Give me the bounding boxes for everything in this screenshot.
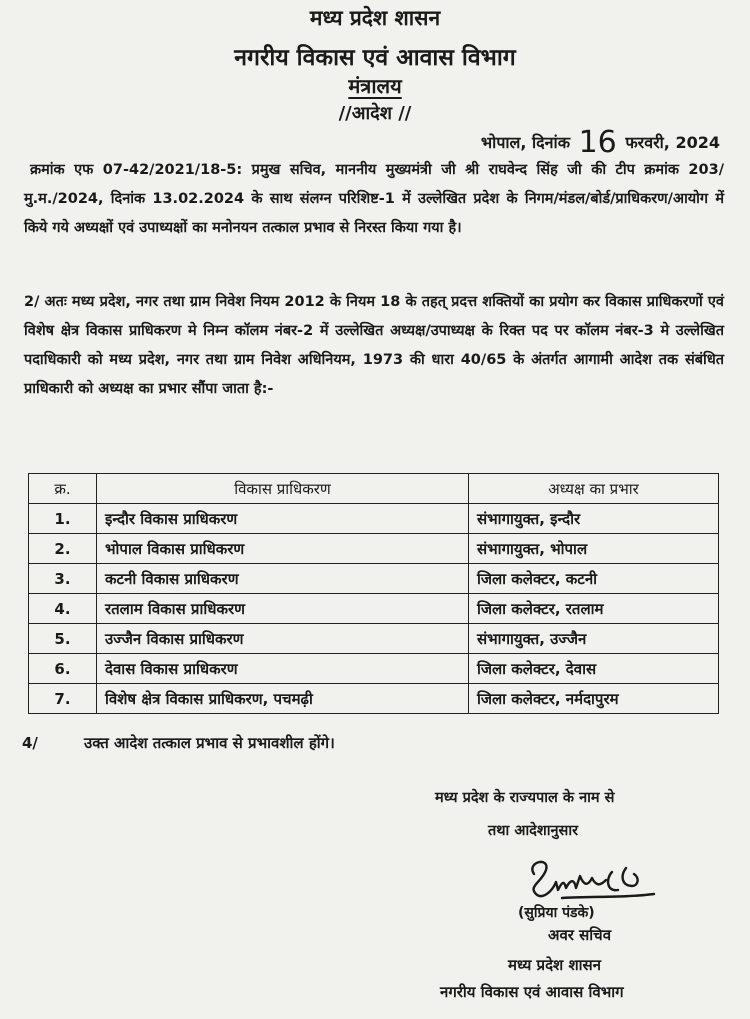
table-row — [29, 594, 719, 624]
row-serial: 2. — [29, 534, 97, 564]
table-header-row — [29, 474, 719, 504]
header-serial: क्र. — [29, 474, 97, 504]
row-serial: 4. — [29, 594, 97, 624]
row-serial: 3. — [29, 564, 97, 594]
order-title: //आदेश // — [338, 103, 412, 124]
paragraph-1: क्रमांक एफ 07-42/2021/18-5: प्रमुख सचिव, माननीय मुख्यमंत्री जी श्री राघवेन्द सिंह जी की टीप क्रमांक 203/मु.म./2024, दिनांक 13.02.2024 के साथ संलग्न परिशिष्ट-1 में उल्लेखित प्रदेश के निगम/मंडल/बोर्ड/प्राधिकरण/आयोग में किये गये अध्यक्षों एवं उपाध्यक्षों का मनोनयन तत्काल प्रभाव से निरस्त किया गया है। — [24, 162, 724, 236]
table-row — [29, 564, 719, 594]
row-serial: 7. — [29, 684, 97, 714]
office-heading: मंत्रालय — [348, 74, 402, 98]
signatory-designation: अवर सचिव — [548, 926, 612, 944]
dateline-prefix: भोपाल, दिनांक — [480, 133, 570, 152]
row-serial: 1. — [29, 504, 97, 534]
government-heading: मध्य प्रदेश शासन — [309, 6, 441, 30]
closing-text: उक्त आदेश तत्काल प्रभाव से प्रभावशील होंगे। — [84, 734, 335, 752]
row-authority: भोपाल विकास प्राधिकरण — [97, 534, 469, 564]
table-row — [29, 534, 719, 564]
closing-paragraph — [22, 733, 335, 753]
dateline-day: 16 — [578, 125, 617, 160]
row-charge: जिला कलेक्टर, कटनी — [469, 564, 719, 594]
table-row — [29, 504, 719, 534]
dateline-suffix: फरवरी, 2024 — [625, 133, 720, 152]
table-row — [29, 654, 719, 684]
row-charge: संभागायुक्त, उज्जैन — [469, 624, 719, 654]
closing-number: 4/ — [22, 734, 38, 752]
signatory-department: नगरीय विकास एवं आवास विभाग — [440, 983, 624, 1001]
signatory-name: (सुप्रिया पंडके) — [518, 905, 595, 921]
row-charge: जिला कलेक्टर, नर्मदापुरम — [469, 684, 719, 714]
row-serial: 5. — [29, 624, 97, 654]
header-authority: विकास प्राधिकरण — [97, 474, 469, 504]
row-authority: इन्दौर विकास प्राधिकरण — [97, 504, 469, 534]
signatory-government: मध्य प्रदेश शासन — [508, 956, 602, 974]
row-authority: विशेष क्षेत्र विकास प्राधिकरण, पचमढ़ी — [97, 684, 469, 714]
table-row — [29, 684, 719, 714]
row-charge: संभागायुक्त, भोपाल — [469, 534, 719, 564]
row-charge: जिला कलेक्टर, रतलाम — [469, 594, 719, 624]
row-charge: संभागायुक्त, इन्दौर — [469, 504, 719, 534]
authority-table — [28, 473, 719, 714]
signature-line-1: मध्य प्रदेश के राज्यपाल के नाम से — [435, 790, 615, 806]
table-row — [29, 624, 719, 654]
row-authority: रतलाम विकास प्राधिकरण — [97, 594, 469, 624]
row-serial: 6. — [29, 654, 97, 684]
header-charge: अध्यक्ष का प्रभार — [469, 474, 719, 504]
row-authority: कटनी विकास प्राधिकरण — [97, 564, 469, 594]
signature-line-2: तथा आदेशानुसार — [488, 823, 579, 839]
row-authority: देवास विकास प्राधिकरण — [97, 654, 469, 684]
row-charge: जिला कलेक्टर, देवास — [469, 654, 719, 684]
dateline — [481, 125, 720, 160]
department-heading: नगरीय विकास एवं आवास विभाग — [234, 45, 516, 71]
row-authority: उज्जैन विकास प्राधिकरण — [97, 624, 469, 654]
paragraph-2: 2/ अतः मध्य प्रदेश, नगर तथा ग्राम निवेश नियम 2012 के नियम 18 के तहत् प्रदत्त शक्तियों का प्रयोग कर विकास प्राधिकरणों एवं विशेष क्षेत्र विकास प्राधिकरण मे निम्न कॉलम नंबर-2 में उल्लेखित अध्यक्ष/उपाध्यक्ष के रिक्त पद पर कॉलम नंबर-3 मे उल्लेखित पदाधिकारी को मध्य प्रदेश, नगर तथा ग्राम निवेश अधिनियम, 1973 की धारा 40/65 के अंतर्गत आगामी आदेश तक संबंधित प्राधिकारी को अध्यक्ष का प्रभार सौंपा जाता है:- — [24, 294, 724, 397]
